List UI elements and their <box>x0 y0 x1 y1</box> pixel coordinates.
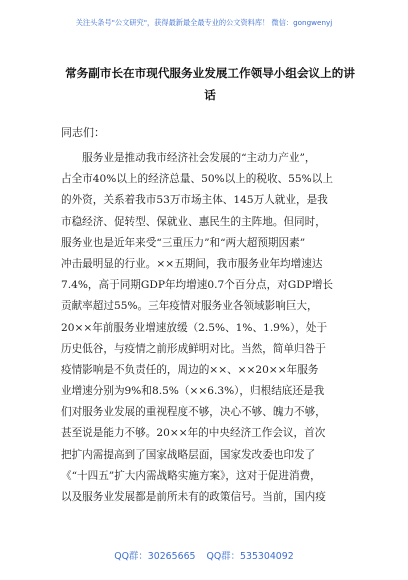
body-line: 甚至说是能力不够。20××年的中央经济工作会议，首次 <box>61 427 326 440</box>
body-line: 历史低谷，与疫情之前形成鲜明对比。当然，简单归咎于 <box>61 342 326 355</box>
title-line-2: 话 <box>204 88 216 102</box>
body-line: 服务业也是近年来受“三重压力”和“两大超预期因素” <box>61 236 306 249</box>
title-line-1: 常务副市长在市现代服务业发展工作领导小组会议上的讲 <box>65 66 355 80</box>
body-line: 《“十四五”扩大内需战略实施方案》，这对于促进消费， <box>61 469 321 482</box>
body-line: 贡献率超过55%。三年疫情对服务业各领域影响巨大， <box>61 300 318 313</box>
body-line: 市稳经济、促转型、保就业、惠民生的主阵地。但同时， <box>61 215 326 228</box>
body-line: 20××年前服务业增速放缓（2.5%、1%、1.9%），处于 <box>61 321 328 334</box>
body-line: 业增速分别为9%和8.5%（××6.3%），归根结底还是我 <box>61 385 325 398</box>
document-body <box>61 148 361 508</box>
body-line: 的外资，关系着我市53万市场主体、145万人就业，是我 <box>61 194 328 207</box>
body-line: 7.4%，高于同期GDP年均增速0.7个百分点，对GDP增长 <box>61 279 334 292</box>
body-line: 服务业是推动我市经济社会发展的“主动力产业”， <box>61 152 316 164</box>
body-line: 占全市40%以上的经济总量、50%以上的税收、55%以上 <box>61 173 333 186</box>
document-title <box>60 62 360 106</box>
body-line: 以及服务业发展都是前所未有的政策信号。当前，国内疫 <box>61 491 326 503</box>
footer-qq-group-1: QQ群：30265665 <box>114 551 196 562</box>
header-banner: 关注头条号"公文研究"，获得最新最全最专业的公文资料库！ 微信：gongwenyj <box>75 18 333 27</box>
salutation: 同志们： <box>61 126 105 139</box>
footer <box>0 548 408 562</box>
body-line: 冲击最明显的行业。××五期间，我市服务业年均增速达 <box>61 257 323 270</box>
body-line: 把扩内需提高到了国家战略层面，国家发改委也印发了 <box>61 448 316 461</box>
body-line: 疫情影响是不负责任的，周边的××、××20××年服务 <box>61 363 319 376</box>
body-line: 们对服务业发展的重视程度不够，决心不够、魄力不够， <box>61 406 326 419</box>
footer-qq-group-2: QQ群：535304092 <box>206 551 294 562</box>
